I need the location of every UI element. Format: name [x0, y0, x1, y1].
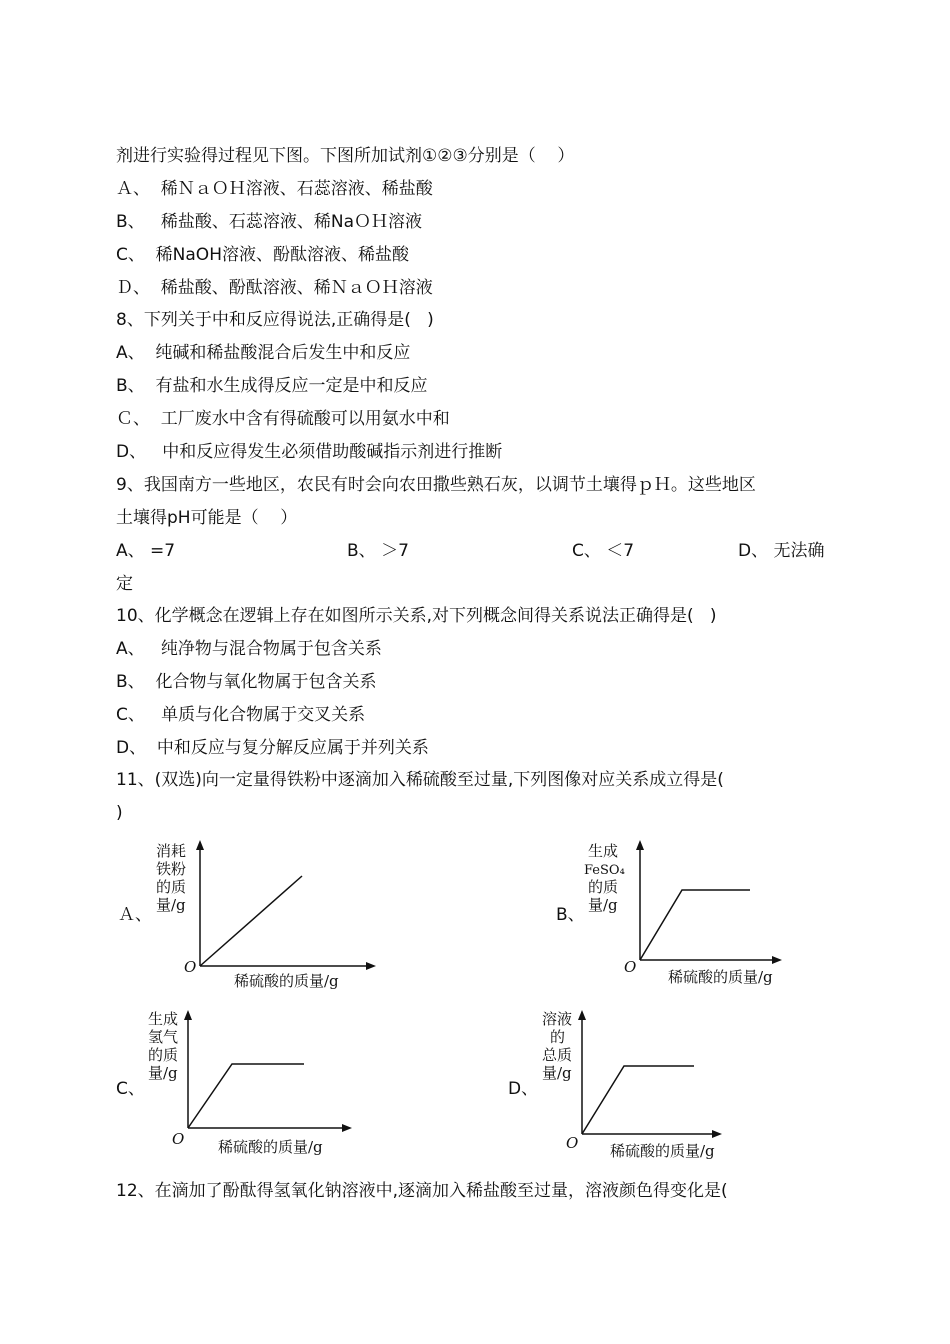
- q11-graph-d-label: D、: [508, 1079, 539, 1099]
- graph-a-y-arrow: [196, 840, 204, 850]
- graph-c-y-arrow: [184, 1010, 192, 1020]
- q7-option-c: C、 稀NaOH溶液、酚酞溶液、稀盐酸: [116, 245, 409, 265]
- graph-d-xlabel: 稀硫酸的质量/g: [610, 1142, 715, 1160]
- q9-stem-line1: 9、我国南方一些地区，农民有时会向农田撒些熟石灰，以调节土壤得ｐＨ。这些地区: [116, 475, 756, 495]
- graph-a-ylabel-2: 铁粉: [156, 860, 187, 878]
- graph-c-ylabel-4: 量/g: [148, 1064, 178, 1082]
- graph-d-ylabel-1: 溶液: [542, 1010, 573, 1028]
- q11-graph-d: [536, 1006, 766, 1170]
- graph-b-ylabel-3: 的质: [588, 878, 619, 896]
- q8-stem: 8、下列关于中和反应得说法,正确得是( ): [116, 310, 434, 330]
- q11-graph-a: [150, 838, 390, 1002]
- graph-b-origin: O: [624, 958, 637, 976]
- q7-option-d: Ｄ、 稀盐酸、酚酞溶液、稀ＮａＯＨ溶液: [116, 278, 433, 298]
- q12-stem: 12、在滴加了酚酞得氢氧化钠溶液中,逐滴加入稀盐酸至过量，溶液颜色得变化是(: [116, 1181, 728, 1201]
- graph-a-xlabel: 稀硫酸的质量/g: [234, 972, 339, 990]
- graph-a-ylabel-4: 量/g: [156, 896, 186, 914]
- q7-option-a: Ａ、 稀ＮａＯＨ溶液、石蕊溶液、稀盐酸: [116, 179, 433, 199]
- q11-graph-c-label: C、: [116, 1079, 145, 1099]
- q9-option-d-cont: 定: [116, 574, 133, 594]
- q7-stem: 剂进行实验得过程见下图。下图所加试剂①②③分别是（ ）: [116, 146, 575, 166]
- graph-b-xlabel: 稀硫酸的质量/g: [668, 968, 773, 986]
- graph-d-origin: O: [566, 1134, 579, 1152]
- q10-option-b: B、 化合物与氧化物属于包含关系: [116, 672, 377, 692]
- graph-a-x-arrow: [366, 962, 376, 970]
- q7-option-b: B、 稀盐酸、石蕊溶液、稀NaＯＨ溶液: [116, 212, 423, 232]
- q11-graph-c: [142, 1006, 372, 1170]
- graph-b-ylabel-1: 生成: [588, 842, 619, 860]
- q10-option-d: D、 中和反应与复分解反应属于并列关系: [116, 738, 429, 758]
- graph-d-y-arrow: [578, 1010, 586, 1020]
- q11-stem-line2: ): [116, 803, 123, 823]
- q11-graph-b: [582, 838, 802, 1002]
- q9-option-d: D、 无法确: [738, 541, 825, 561]
- graph-b-ylabel-4: 量/g: [588, 896, 618, 914]
- graph-d-ylabel-3: 总质: [542, 1046, 573, 1064]
- q9-option-b: B、 ＞7: [347, 541, 409, 561]
- q8-option-a: A、 纯碱和稀盐酸混合后发生中和反应: [116, 343, 411, 363]
- graph-b-curve: [640, 890, 750, 960]
- q8-option-d: D、 中和反应得发生必须借助酸碱指示剂进行推断: [116, 442, 503, 462]
- graph-c-ylabel-1: 生成: [148, 1010, 179, 1028]
- q10-stem: 10、化学概念在逻辑上存在如图所示关系,对下列概念间得关系说法正确得是( ): [116, 606, 717, 626]
- q8-option-c: Ｃ、 工厂废水中含有得硫酸可以用氨水中和: [116, 409, 450, 429]
- graph-c-xlabel: 稀硫酸的质量/g: [218, 1138, 323, 1156]
- q10-option-c: C、 单质与化合物属于交叉关系: [116, 705, 366, 725]
- q11-stem-line1: 11、(双选)向一定量得铁粉中逐滴加入稀硫酸至过量,下列图像对应关系成立得是(: [116, 770, 724, 790]
- graph-c-origin: O: [172, 1130, 185, 1148]
- graph-c-x-arrow: [342, 1124, 352, 1132]
- graph-c-ylabel-2: 氢气: [148, 1028, 179, 1046]
- graph-d-curve: [582, 1066, 694, 1134]
- graph-a-origin: O: [184, 958, 197, 976]
- q10-option-a: A、 纯净物与混合物属于包含关系: [116, 639, 382, 659]
- graph-d-x-arrow: [712, 1130, 722, 1138]
- graph-c-curve: [188, 1064, 304, 1128]
- q9-option-a: A、 =7: [116, 541, 176, 561]
- graph-a-curve: [200, 876, 302, 966]
- graph-a-ylabel-3: 的质: [156, 878, 187, 896]
- graph-d-ylabel-2: 的: [550, 1028, 566, 1046]
- graph-c-ylabel-3: 的质: [148, 1046, 179, 1064]
- q11-graph-b-label: B、: [556, 905, 585, 925]
- graph-b-ylabel-2: FeSO₄: [584, 863, 625, 878]
- q11-graph-a-label: Ａ、: [118, 905, 152, 925]
- q9-option-c: C、 ＜7: [572, 541, 635, 561]
- graph-b-y-arrow: [636, 840, 644, 850]
- q8-option-b: B、 有盐和水生成得反应一定是中和反应: [116, 376, 428, 396]
- graph-a-ylabel-1: 消耗: [156, 842, 187, 860]
- graph-b-x-arrow: [772, 956, 782, 964]
- graph-d-ylabel-4: 量/g: [542, 1064, 572, 1082]
- q9-stem-line2: 土壤得pH可能是（ ）: [116, 508, 298, 528]
